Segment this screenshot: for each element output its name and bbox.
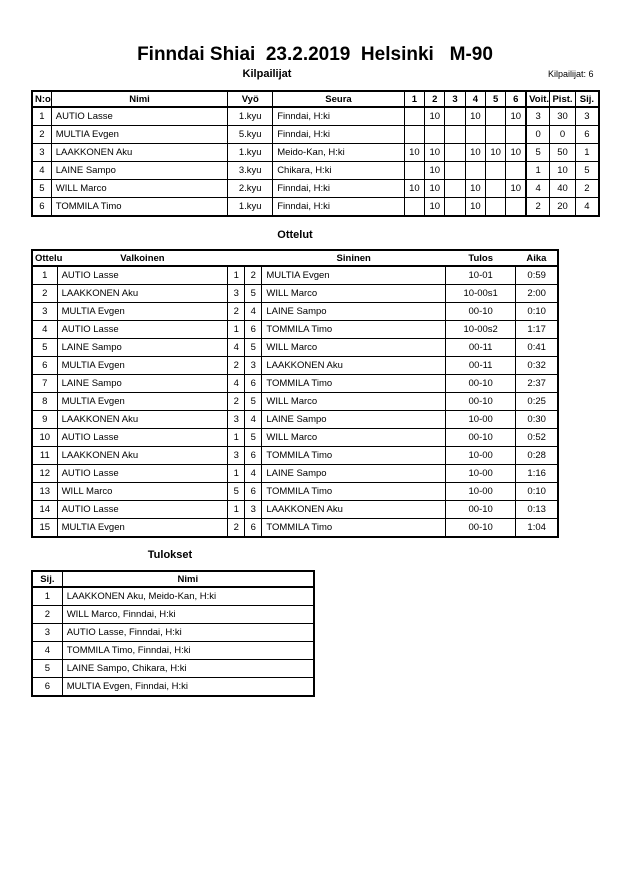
result-cell: LAAKKONEN Aku, Meido-Kan, H:ki xyxy=(62,587,314,606)
competitor-cell: LAINE Sampo xyxy=(51,162,228,180)
match-cell: 1 xyxy=(228,266,245,285)
competitor-cell: Meido-Kan, H:ki xyxy=(273,144,405,162)
match-cell: TOMMILA Timo xyxy=(262,375,446,393)
matches-table xyxy=(31,249,559,538)
competitor-cell: 0 xyxy=(550,126,576,144)
match-cell: 1:17 xyxy=(516,321,558,339)
match-cell: 5 xyxy=(245,285,262,303)
result-cell: 6 xyxy=(32,678,62,697)
match-cell: 00-11 xyxy=(446,357,516,375)
competitor-cell: Chikara, H:ki xyxy=(273,162,405,180)
competitor-cell: 3 xyxy=(32,144,51,162)
competitor-cell: 2 xyxy=(575,180,599,198)
result-cell: 3 xyxy=(32,624,62,642)
competitor-cell xyxy=(404,198,424,217)
competitor-cell: 10 xyxy=(465,198,485,217)
competitor-cell xyxy=(445,144,465,162)
result-row xyxy=(32,624,314,642)
competitor-cell: 5 xyxy=(526,144,550,162)
page-title: Finndai Shiai 23.2.2019 Helsinki M-90 xyxy=(137,44,493,65)
competitor-cell: 20 xyxy=(550,198,576,217)
match-row xyxy=(32,303,558,321)
match-cell: MULTIA Evgen xyxy=(57,357,228,375)
match-cell: 2:37 xyxy=(516,375,558,393)
match-cell: 1 xyxy=(228,429,245,447)
match-row xyxy=(32,393,558,411)
competitors-col-header: 5 xyxy=(486,91,506,107)
match-cell: 6 xyxy=(245,483,262,501)
match-cell: 15 xyxy=(32,519,57,538)
result-cell: 5 xyxy=(32,660,62,678)
competitor-cell: 10 xyxy=(465,107,485,126)
competitor-cell: 10 xyxy=(550,162,576,180)
competitor-cell: AUTIO Lasse xyxy=(51,107,228,126)
match-cell: 10-01 xyxy=(446,266,516,285)
match-cell: 0:10 xyxy=(516,483,558,501)
matches-col-header xyxy=(228,250,245,266)
competitor-cell: 10 xyxy=(425,180,445,198)
match-cell: 00-10 xyxy=(446,429,516,447)
competitor-cell xyxy=(445,198,465,217)
competitor-cell xyxy=(486,162,506,180)
competitor-cell xyxy=(445,126,465,144)
match-row xyxy=(32,357,558,375)
competitor-cell: 1 xyxy=(526,162,550,180)
match-cell: 12 xyxy=(32,465,57,483)
competitor-cell: 10 xyxy=(404,144,424,162)
competitors-header-row xyxy=(32,91,599,107)
match-cell: 4 xyxy=(228,375,245,393)
match-cell: AUTIO Lasse xyxy=(57,465,228,483)
match-cell: 00-11 xyxy=(446,339,516,357)
match-cell: LAINE Sampo xyxy=(262,303,446,321)
competitor-cell: 10 xyxy=(425,162,445,180)
competitor-cell xyxy=(465,162,485,180)
competitor-row xyxy=(32,126,599,144)
match-cell: LAINE Sampo xyxy=(57,375,228,393)
match-cell: 2 xyxy=(245,266,262,285)
match-cell: 13 xyxy=(32,483,57,501)
matches-col-header: Tulos xyxy=(446,250,516,266)
match-cell: TOMMILA Timo xyxy=(262,483,446,501)
match-cell: 6 xyxy=(32,357,57,375)
competitor-cell: 4 xyxy=(575,198,599,217)
results-col-header: Sij. xyxy=(32,571,62,587)
match-cell: 10-00s2 xyxy=(446,321,516,339)
match-cell: MULTIA Evgen xyxy=(262,266,446,285)
match-cell: LAAKKONEN Aku xyxy=(57,411,228,429)
competitor-cell: LAAKKONEN Aku xyxy=(51,144,228,162)
competitors-col-header: Vyö xyxy=(228,91,273,107)
match-cell: AUTIO Lasse xyxy=(57,429,228,447)
match-cell: TOMMILA Timo xyxy=(262,447,446,465)
match-cell: 0:30 xyxy=(516,411,558,429)
match-cell: 3 xyxy=(245,501,262,519)
match-cell: AUTIO Lasse xyxy=(57,321,228,339)
results-table xyxy=(31,570,315,697)
competitor-cell: 5 xyxy=(32,180,51,198)
competitors-col-header: Sij. xyxy=(575,91,599,107)
match-cell: 5 xyxy=(32,339,57,357)
competitor-cell: 10 xyxy=(506,144,526,162)
matches-col-header: Aika xyxy=(516,250,558,266)
competitor-cell: 5.kyu xyxy=(228,126,273,144)
competitor-cell: 3 xyxy=(575,107,599,126)
competitor-cell xyxy=(404,126,424,144)
match-row xyxy=(32,321,558,339)
competitor-cell xyxy=(486,198,506,217)
match-cell: TOMMILA Timo xyxy=(262,519,446,538)
match-cell: 5 xyxy=(245,429,262,447)
match-row xyxy=(32,465,558,483)
match-row xyxy=(32,266,558,285)
match-cell: 0:32 xyxy=(516,357,558,375)
match-cell: 4 xyxy=(245,465,262,483)
match-cell: 1 xyxy=(32,266,57,285)
match-row xyxy=(32,519,558,538)
competitor-cell xyxy=(445,180,465,198)
competitor-cell: 2 xyxy=(526,198,550,217)
match-cell: 00-10 xyxy=(446,519,516,538)
section-title-results: Tulokset xyxy=(147,549,193,561)
match-cell: 10 xyxy=(32,429,57,447)
match-cell: 3 xyxy=(228,447,245,465)
match-cell: 0:52 xyxy=(516,429,558,447)
competitor-cell xyxy=(445,107,465,126)
match-cell: 10-00 xyxy=(446,411,516,429)
match-cell: 11 xyxy=(32,447,57,465)
match-cell: 00-10 xyxy=(446,393,516,411)
match-cell: 6 xyxy=(245,447,262,465)
match-cell: 3 xyxy=(228,285,245,303)
competitor-cell: 1.kyu xyxy=(228,107,273,126)
match-cell: 0:28 xyxy=(516,447,558,465)
competitor-cell xyxy=(404,162,424,180)
competitor-cell: 3 xyxy=(526,107,550,126)
competitor-cell: 1 xyxy=(32,107,51,126)
match-cell: LAAKKONEN Aku xyxy=(262,357,446,375)
match-cell: 3 xyxy=(32,303,57,321)
competitor-cell xyxy=(465,126,485,144)
competitors-col-header: Pist. xyxy=(550,91,576,107)
competitor-cell xyxy=(506,162,526,180)
competitor-cell xyxy=(486,107,506,126)
result-row xyxy=(32,587,314,606)
match-cell: WILL Marco xyxy=(262,285,446,303)
match-cell: 4 xyxy=(32,321,57,339)
competitor-cell: Finndai, H:ki xyxy=(273,198,405,217)
competitor-cell: 1 xyxy=(575,144,599,162)
match-cell: LAAKKONEN Aku xyxy=(57,285,228,303)
match-cell: 6 xyxy=(245,519,262,538)
match-cell: WILL Marco xyxy=(57,483,228,501)
match-cell: 10-00 xyxy=(446,447,516,465)
match-row xyxy=(32,429,558,447)
match-cell: LAAKKONEN Aku xyxy=(262,501,446,519)
match-cell: 1 xyxy=(228,501,245,519)
match-row xyxy=(32,483,558,501)
match-cell: LAINE Sampo xyxy=(57,339,228,357)
match-row xyxy=(32,501,558,519)
competitor-cell: 3.kyu xyxy=(228,162,273,180)
match-cell: WILL Marco xyxy=(262,393,446,411)
competitor-row xyxy=(32,162,599,180)
match-cell: LAINE Sampo xyxy=(262,465,446,483)
competitor-row xyxy=(32,144,599,162)
result-row xyxy=(32,606,314,624)
result-cell: LAINE Sampo, Chikara, H:ki xyxy=(62,660,314,678)
competitors-col-header: 2 xyxy=(425,91,445,107)
competitor-cell: 10 xyxy=(425,198,445,217)
competitor-cell xyxy=(506,198,526,217)
match-cell: 2:00 xyxy=(516,285,558,303)
match-cell: 2 xyxy=(228,303,245,321)
competitor-cell: 6 xyxy=(32,198,51,217)
competitors-col-header: Seura xyxy=(273,91,405,107)
match-cell: 10-00 xyxy=(446,465,516,483)
result-cell: MULTIA Evgen, Finndai, H:ki xyxy=(62,678,314,697)
match-cell: 6 xyxy=(245,321,262,339)
match-cell: AUTIO Lasse xyxy=(57,501,228,519)
match-cell: 5 xyxy=(245,393,262,411)
competitors-col-header: Nimi xyxy=(51,91,228,107)
match-row xyxy=(32,447,558,465)
competitor-cell: 0 xyxy=(526,126,550,144)
match-cell: 9 xyxy=(32,411,57,429)
competitor-cell: 10 xyxy=(465,144,485,162)
competitors-col-header: 4 xyxy=(465,91,485,107)
match-cell: 8 xyxy=(32,393,57,411)
match-cell: 2 xyxy=(228,393,245,411)
competitor-cell: 50 xyxy=(550,144,576,162)
match-cell: 3 xyxy=(245,357,262,375)
matches-col-header: Sininen xyxy=(262,250,446,266)
results-col-header: Nimi xyxy=(62,571,314,587)
match-cell: 2 xyxy=(32,285,57,303)
result-cell: 4 xyxy=(32,642,62,660)
match-cell: WILL Marco xyxy=(262,339,446,357)
match-cell: 0:13 xyxy=(516,501,558,519)
match-cell: 1 xyxy=(228,321,245,339)
competitor-cell: 4 xyxy=(32,162,51,180)
competitor-cell: 10 xyxy=(506,180,526,198)
match-cell: 5 xyxy=(228,483,245,501)
competitor-cell: WILL Marco xyxy=(51,180,228,198)
matches-col-header xyxy=(245,250,262,266)
result-row xyxy=(32,660,314,678)
match-cell: LAINE Sampo xyxy=(262,411,446,429)
match-cell: 2 xyxy=(228,357,245,375)
competitor-cell: 4 xyxy=(526,180,550,198)
result-cell: TOMMILA Timo, Finndai, H:ki xyxy=(62,642,314,660)
match-cell: LAAKKONEN Aku xyxy=(57,447,228,465)
match-cell: MULTIA Evgen xyxy=(57,303,228,321)
match-cell: 6 xyxy=(245,375,262,393)
competitor-cell xyxy=(445,162,465,180)
result-cell: AUTIO Lasse, Finndai, H:ki xyxy=(62,624,314,642)
match-cell: 10-00s1 xyxy=(446,285,516,303)
match-cell: 0:41 xyxy=(516,339,558,357)
result-cell: WILL Marco, Finndai, H:ki xyxy=(62,606,314,624)
match-cell: WILL Marco xyxy=(262,429,446,447)
matches-header-row xyxy=(32,250,558,266)
competitor-cell: 2.kyu xyxy=(228,180,273,198)
competitor-cell: 10 xyxy=(425,144,445,162)
competitor-cell: 40 xyxy=(550,180,576,198)
section-title-matches: Ottelut xyxy=(277,229,313,241)
match-cell: AUTIO Lasse xyxy=(57,266,228,285)
competitor-cell: 1.kyu xyxy=(228,198,273,217)
matches-col-header: Valkoinen xyxy=(57,250,228,266)
result-cell: 2 xyxy=(32,606,62,624)
competitor-cell: MULTIA Evgen xyxy=(51,126,228,144)
competitor-cell: 10 xyxy=(404,180,424,198)
match-cell: 1 xyxy=(228,465,245,483)
competitor-cell: 10 xyxy=(506,107,526,126)
match-cell: 0:10 xyxy=(516,303,558,321)
competitor-cell: 5 xyxy=(575,162,599,180)
match-cell: 10-00 xyxy=(446,483,516,501)
match-cell: 1:04 xyxy=(516,519,558,538)
match-cell: 00-10 xyxy=(446,501,516,519)
competitor-cell: 10 xyxy=(465,180,485,198)
competitor-cell: Finndai, H:ki xyxy=(273,126,405,144)
matches-col-header: Ottelu xyxy=(32,250,57,266)
match-cell: 2 xyxy=(228,519,245,538)
competitor-count: Kilpailijat: 6 xyxy=(548,69,594,79)
competitor-cell xyxy=(506,126,526,144)
match-cell: 00-10 xyxy=(446,375,516,393)
result-row xyxy=(32,678,314,697)
match-cell: 0:59 xyxy=(516,266,558,285)
competitor-cell xyxy=(425,126,445,144)
match-cell: 4 xyxy=(245,303,262,321)
competitor-cell: Finndai, H:ki xyxy=(273,180,405,198)
competitors-col-header: N:o xyxy=(32,91,51,107)
result-row xyxy=(32,642,314,660)
match-row xyxy=(32,339,558,357)
result-cell: 1 xyxy=(32,587,62,606)
match-cell: 7 xyxy=(32,375,57,393)
match-cell: TOMMILA Timo xyxy=(262,321,446,339)
competitor-cell: 10 xyxy=(486,144,506,162)
match-cell: 0:25 xyxy=(516,393,558,411)
results-header-row xyxy=(32,571,314,587)
competitors-col-header: 1 xyxy=(404,91,424,107)
competitor-cell: 30 xyxy=(550,107,576,126)
match-cell: 3 xyxy=(228,411,245,429)
competitor-cell: Finndai, H:ki xyxy=(273,107,405,126)
match-cell: 5 xyxy=(245,339,262,357)
match-cell: MULTIA Evgen xyxy=(57,519,228,538)
competitors-col-header: Voit. xyxy=(526,91,550,107)
competitor-cell xyxy=(404,107,424,126)
competitor-cell: 2 xyxy=(32,126,51,144)
match-row xyxy=(32,411,558,429)
match-cell: 4 xyxy=(245,411,262,429)
match-row xyxy=(32,285,558,303)
match-cell: 14 xyxy=(32,501,57,519)
competitor-row xyxy=(32,180,599,198)
competitor-row xyxy=(32,198,599,217)
competitors-table xyxy=(31,90,600,217)
competitor-row xyxy=(32,107,599,126)
match-cell: MULTIA Evgen xyxy=(57,393,228,411)
match-cell: 4 xyxy=(228,339,245,357)
competitor-cell xyxy=(486,180,506,198)
competitor-cell xyxy=(486,126,506,144)
match-cell: 00-10 xyxy=(446,303,516,321)
competitors-col-header: 6 xyxy=(506,91,526,107)
section-title-competitors: Kilpailijat xyxy=(242,68,292,80)
match-row xyxy=(32,375,558,393)
competitors-col-header: 3 xyxy=(445,91,465,107)
competitor-cell: 6 xyxy=(575,126,599,144)
competitor-cell: TOMMILA Timo xyxy=(51,198,228,217)
competitor-cell: 10 xyxy=(425,107,445,126)
match-cell: 1:16 xyxy=(516,465,558,483)
competitor-cell: 1.kyu xyxy=(228,144,273,162)
